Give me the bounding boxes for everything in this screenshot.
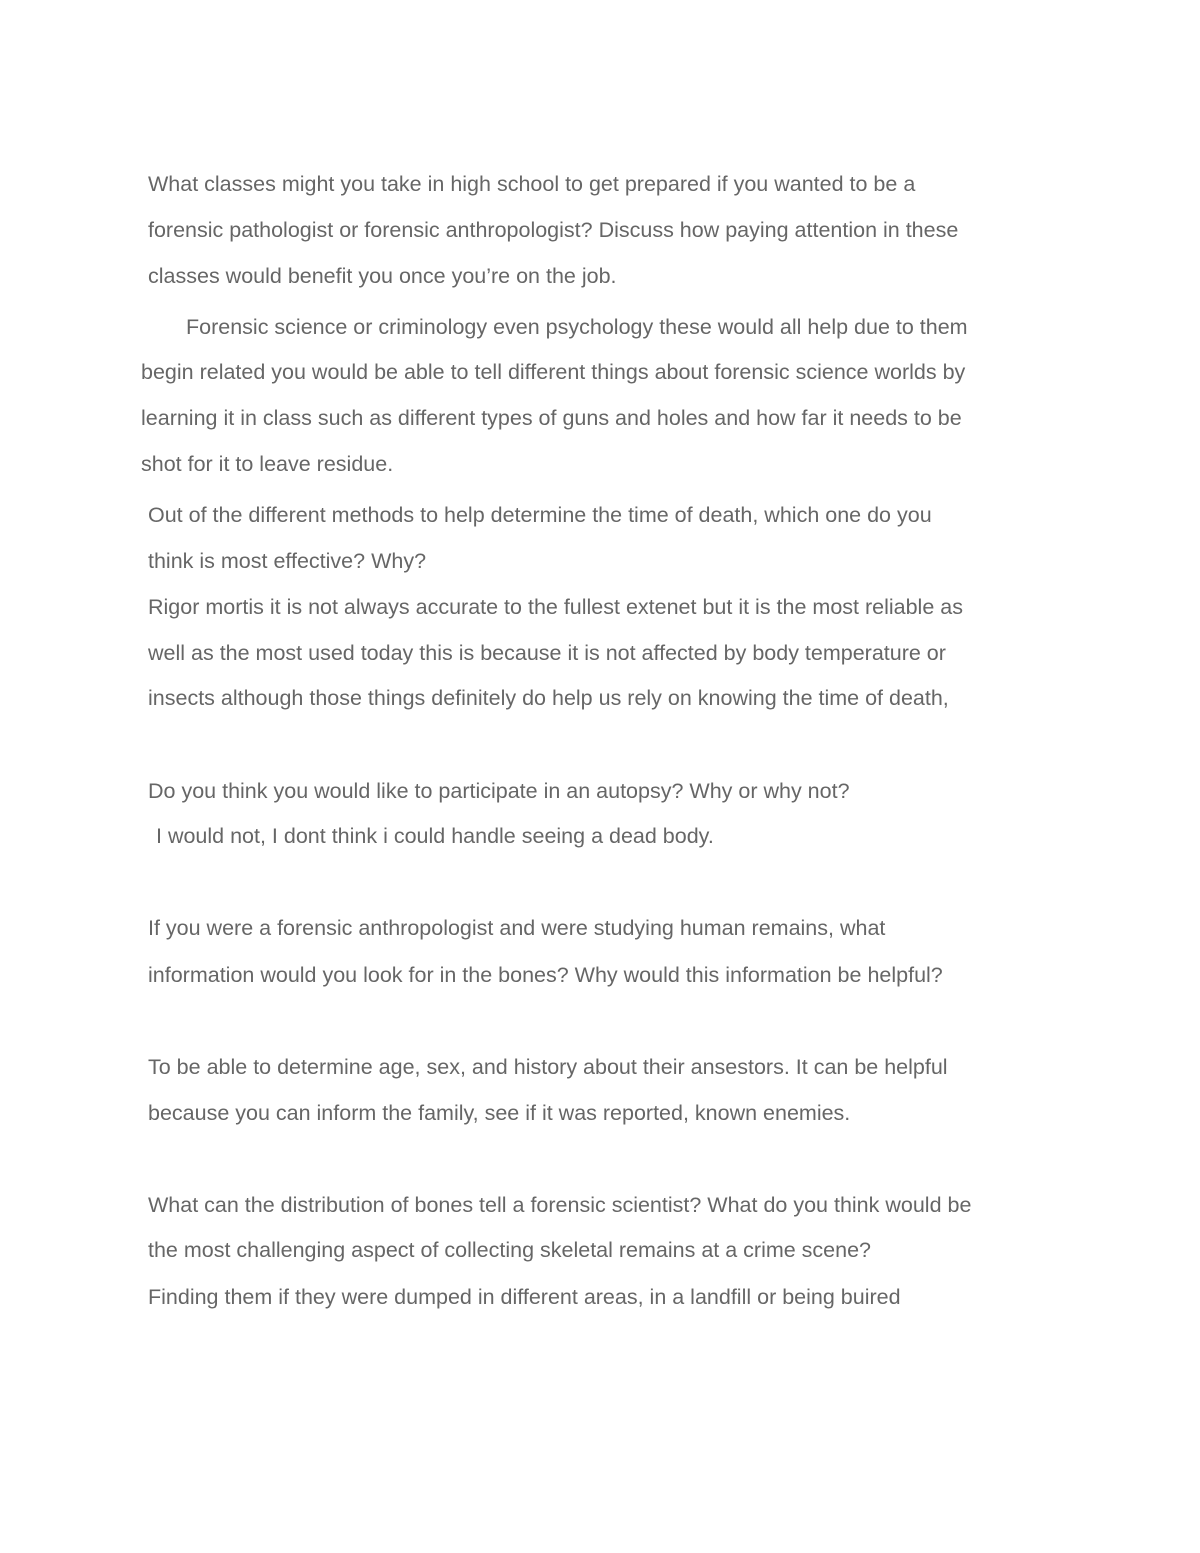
answer-2-line-2: well as the most used today this is because it is not affected by body temperature or — [148, 641, 946, 665]
question-4-line-2: information would you look for in the bones? Why would this information be helpful? — [148, 963, 943, 987]
question-4-line-1: If you were a forensic anthropologist and were studying human remains, what — [148, 916, 886, 940]
question-5-line-2: the most challenging aspect of collecting skeletal remains at a crime scene? — [148, 1238, 872, 1262]
answer-3-line-1: I would not, I dont think i could handle seeing a dead body. — [156, 824, 714, 848]
question-3-line-1: Do you think you would like to participate in an autopsy? Why or why not? — [148, 779, 850, 803]
answer-4-line-2: because you can inform the family, see if it was reported, known enemies. — [148, 1101, 851, 1125]
answer-1-line-1: Forensic science or criminology even psychology these would all help due to them — [186, 315, 968, 339]
answer-2-line-1: Rigor mortis it is not always accurate to the fullest extenet but it is the most reliable as — [148, 595, 963, 619]
answer-4-line-1: To be able to determine age, sex, and history about their ansestors. It can be helpful — [148, 1055, 948, 1079]
answer-2-line-3: insects although those things definitely do help us rely on knowing the time of death, — [148, 686, 949, 710]
answer-1-line-4: shot for it to leave residue. — [141, 452, 394, 476]
answer-5-line-1: Finding them if they were dumped in different areas, in a landfill or being buired — [148, 1285, 901, 1309]
question-1-line-2: forensic pathologist or forensic anthropologist? Discuss how paying attention in these — [148, 218, 959, 242]
answer-1-line-3: learning it in class such as different types of guns and holes and how far it needs to be — [141, 406, 962, 430]
question-1-line-3: classes would benefit you once you’re on the job. — [148, 264, 617, 288]
question-1-line-1: What classes might you take in high school to get prepared if you wanted to be a — [148, 172, 916, 196]
answer-1-line-2: begin related you would be able to tell different things about forensic science worlds by — [141, 360, 966, 384]
question-2-line-2: think is most effective? Why? — [148, 549, 427, 573]
question-2-line-1: Out of the different methods to help determine the time of death, which one do you — [148, 503, 932, 527]
question-5-line-1: What can the distribution of bones tell a forensic scientist? What do you think would be — [148, 1193, 972, 1217]
